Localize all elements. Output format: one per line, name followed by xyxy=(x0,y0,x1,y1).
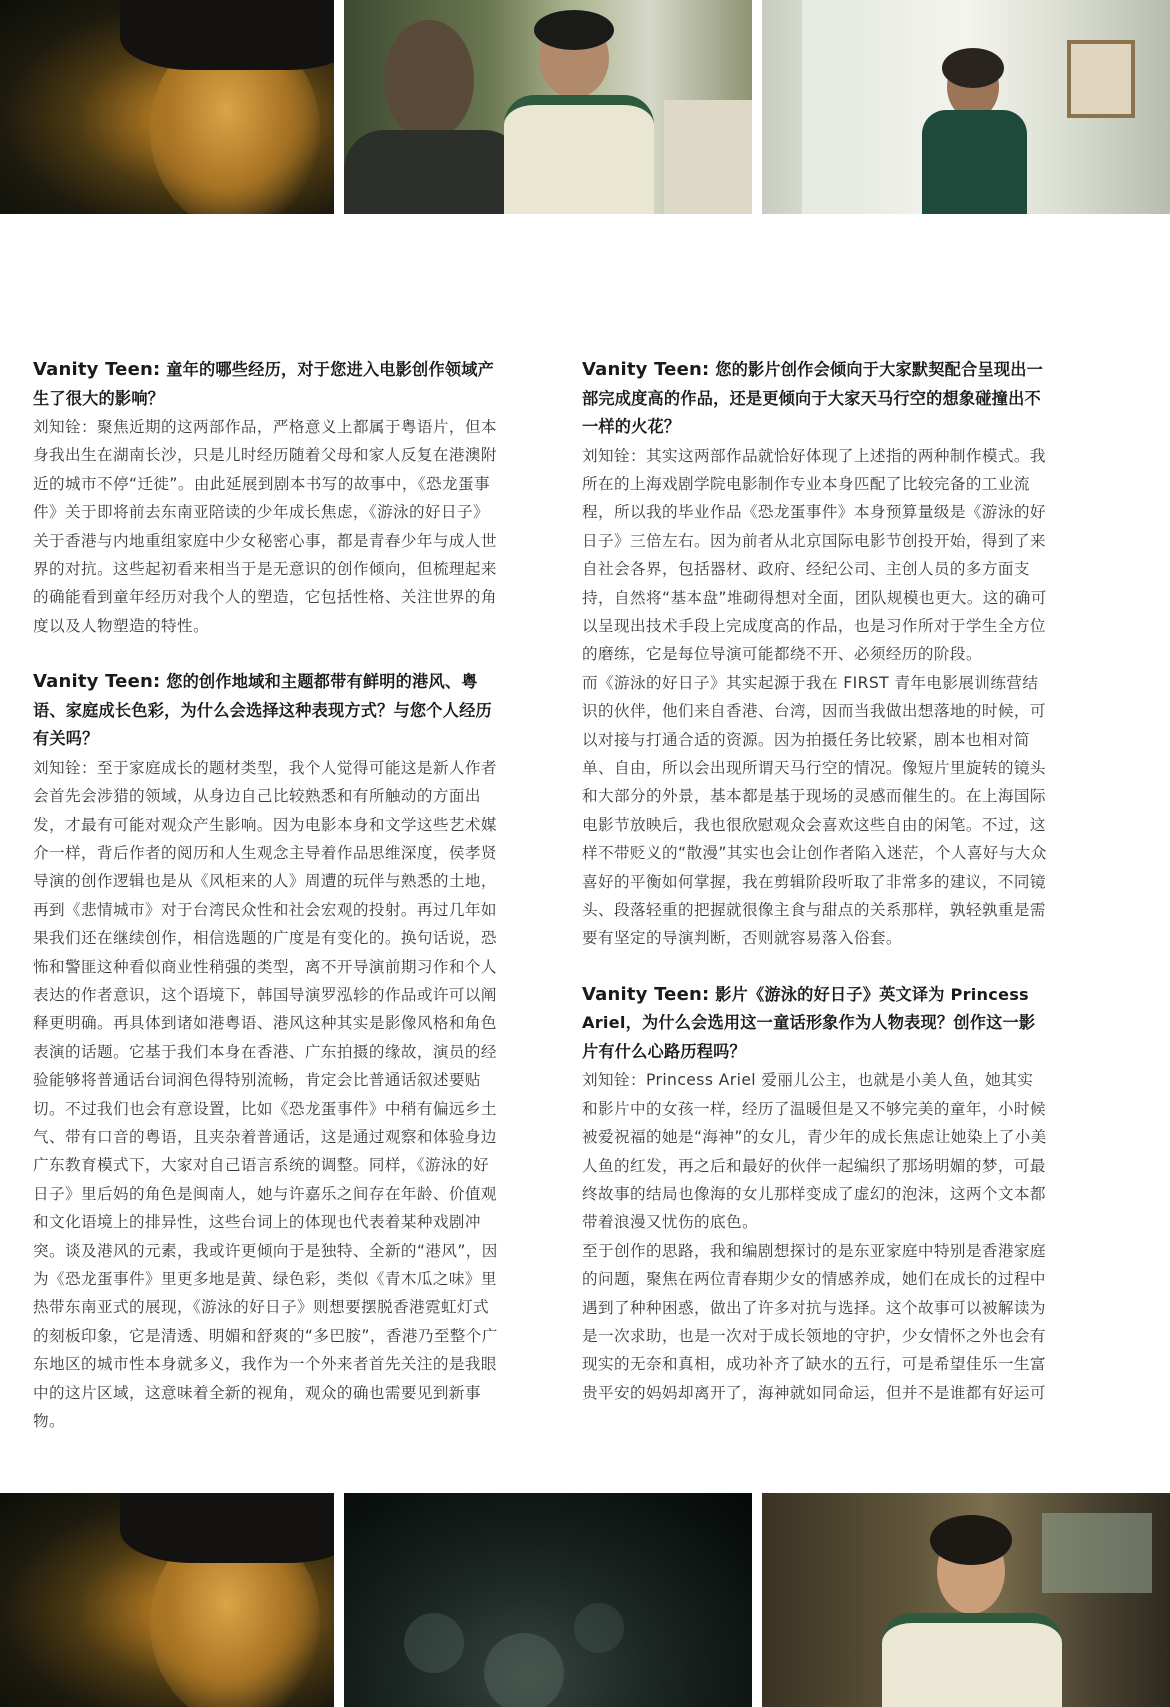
vanity-teen-label: Vanity Teen: xyxy=(582,983,710,1005)
film-still-close-up-boy xyxy=(0,0,334,214)
film-still-boy-uniform xyxy=(762,1493,1170,1707)
question-heading: Vanity Teen: 童年的哪些经历，对于您进入电影创作领域产生了很大的影响？ xyxy=(33,359,494,408)
answer-paragraph: 刘知铨：至于家庭成长的题材类型，我个人觉得可能这是新人作者会首先会涉猎的领域，从身边自己比较熟悉和有所触动的方面出发，才最有可能对观众产生影响。因为电影本身和文学这些艺术媒介一样，背后作者的阅历和人生观念主导着作品思维深度，侯孝贤导演的创作逻辑也是从《风柜来的人》周遭的玩伴与熟悉的土地，再到《悲情城市》对于台湾民众性和社会宏观的投射。再过几年如果我们还在继续创作，相信选题的广度是有变化的。换句话说，恐怖和警匪这种看似商业性稍强的类型，离不开导演前期习作和个人表达的作者意识，这个语境下，韩国导演罗泓轸的作品或许可以阐释更明确。再具体到诸如港粤语、港风这种其实是影像风格和角色表演的话题。它基于我们本身在香港、广东拍摄的缘故，演员的经验能够将普通话台词润色得特别流畅，肯定会比普通话叙述要贴切。不过我们也会有意设置，比如《恐龙蛋事件》中稍有偏远乡土气、带有口音的粤语，且夹杂着普通话，这是通过观察和体验身边广东教育模式下，大家对自己语言系统的调整。同样，《游泳的好日子》里后妈的角色是闽南人，她与许嘉乐之间存在年龄、价值观和文化语境上的排异性，这些台词上的体现也代表着某种戏剧冲突。谈及港风的元素，我或许更倾向于是独特、全新的“港风”，因为《恐龙蛋事件》里更多地是黄、绿色彩，类似《青木瓜之味》里热带东南亚式的展现，《游泳的好日子》则想要摆脱香港霓虹灯式的刻板印象，它是清透、明媚和舒爽的“多巴胺”，香港乃至整个广东地区的城市性本身就多义，我作为一个外来者首先关注的是我眼中的这片区域，这意味着全新的视角，观众的确也需要见到新事物。 xyxy=(33,758,498,1431)
question-heading: Vanity Teen: 影片《游泳的好日子》英文译为 Princess Ariel，为什么会选用这一童话形象作为人物表现？创作这一影片有什么心路历程吗？ xyxy=(582,983,1036,1061)
film-still-close-up-boy-repeat xyxy=(0,1493,334,1707)
vanity-teen-label: Vanity Teen: xyxy=(33,359,161,380)
film-still-schoolyard xyxy=(344,0,752,214)
vanity-teen-label: Vanity Teen: xyxy=(33,671,161,693)
answer-paragraph: 刘知铨：Princess Ariel 爱丽儿公主，也就是小美人鱼，她其实和影片中的女孩一样，经历了温暖但是又不够完美的童年，小时候被爱祝福的她是“海神”的女儿，青少年的成长焦虑让她染上了小美人鱼的红发，再之后和最好的伙伴一起编织了那场明媚的梦，可最终故事的结局也像海的女儿那样变成了虚幻的泡沫，这两个文本都带着浪漫又忧伤的底色。 xyxy=(582,1071,1047,1232)
answer-paragraph: 刘知铨：聚焦近期的这两部作品，严格意义上都属于粤语片，但本身我出生在湖南长沙，只是儿时经历随着父母和家人反复在港澳附近的城市不停“迁徙”。由此延展到剧本书写的故事中，《恐龙蛋事件》关于即将前去东南亚陪读的少年成长焦虑，《游泳的好日子》关于香港与内地重组家庭中少女秘密心事，都是青春少年与成人世界的对抗。这些起初看来相当于是无意识的创作倾向，但梳理起来的确能看到童年经历对我个人的塑造，它包括性格、关注世界的角度以及人物塑造的特性。 xyxy=(33,418,497,635)
film-still-dark-bokeh xyxy=(344,1493,752,1707)
answer-paragraph: 至于创作的思路，我和编剧想探讨的是东亚家庭中特别是香港家庭的问题，聚焦在两位青春期少女的情感养成，她们在成长的过程中遇到了种种困惑，做出了许多对抗与选择。这个故事可以被解读为是一次求助，也是一次对于成长领地的守护，少女情怀之外也会有现实的无奈和真相，成功补齐了缺水的五行，可是希望佳乐一生富贵平安的妈妈却离开了，海神就如同命运，但并不是谁都有好运可 xyxy=(582,1241,1046,1402)
answer-paragraph: 刘知铨：其实这两部作品就恰好体现了上述指的两种制作模式。我所在的上海戏剧学院电影制作专业本身匹配了比较完备的工业流程，所以我的毕业作品《恐龙蛋事件》本身预算量级是《游泳的好日子》三倍左右。因为前者从北京国际电影节创投开始，得到了来自社会各界，包括器材、政府、经纪公司、主创人员的多方面支持，自然将“基本盘”堆砌得想对全面，团队规模也更大。这的确可以呈现出技术手段上完成度高的作品，也是习作所对于学生全方位的磨练，它是每位导演可能都绕不开、必须经历的阶段。 xyxy=(582,446,1047,664)
film-still-teacher-hallway xyxy=(762,0,1170,214)
right-column xyxy=(582,356,1048,1407)
question-heading: Vanity Teen: 您的影片创作会倾向于大家默契配合呈现出一部完成度高的作品，还是更倾向于大家天马行空的想象碰撞出不一样的火花？ xyxy=(582,359,1043,436)
answer-paragraph: 而《游泳的好日子》其实起源于我在 FIRST 青年电影展训练营结识的伙伴，他们来自香港、台湾，因而当我做出想落地的时候，可以对接与打通合适的资源。因为拍摄任务比较紧，剧本也相对简单、自由，所以会出现所谓天马行空的情况。像短片里旋转的镜头和大部分的外景，基本都是基于现场的灵感而催生的。在上海国际电影节放映后，我也很欣慰观众会喜欢这些自由的闲笔。不过，这样不带贬义的“散漫”其实也会让创作者陷入迷茫，个人喜好与大众喜好的平衡如何掌握，我在剪辑阶段听取了非常多的建议，不同镜头、段落轻重的把握就很像主食与甜点的关系那样，孰轻孰重是需要有坚定的导演判断，否则就容易落入俗套。 xyxy=(582,673,1047,948)
left-column xyxy=(33,356,499,1436)
question-heading: Vanity Teen: 您的创作地域和主题都带有鲜明的港风、粤语、家庭成长色彩，为什么会选择这种表现方式？与您个人经历有关吗？ xyxy=(33,671,492,749)
vanity-teen-label: Vanity Teen: xyxy=(582,359,710,380)
